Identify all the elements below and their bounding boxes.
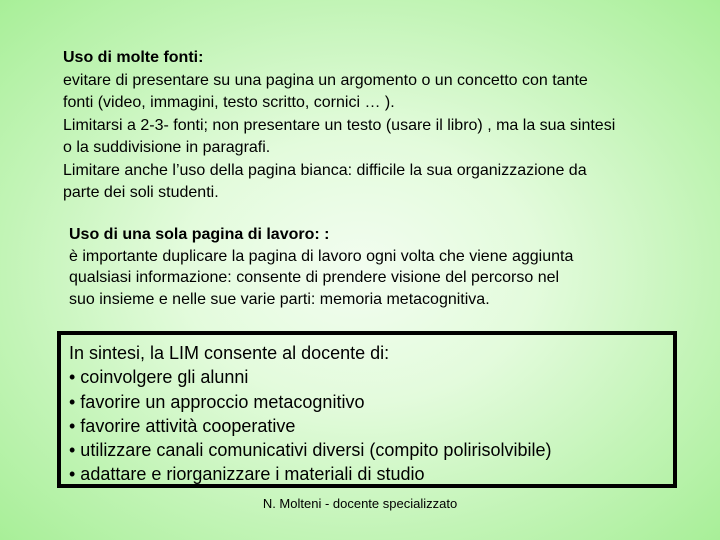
many-sources-line: Limitarsi a 2-3- fonti; non presentare un testo (usare il libro) , ma la sua sintesi bbox=[63, 116, 616, 134]
footer-author: N. Molteni - docente specializzato bbox=[262, 496, 458, 511]
summary-bullet: • favorire un approccio metacognitivo bbox=[69, 391, 365, 412]
many-sources-heading: Uso di molte fonti: bbox=[63, 49, 204, 66]
footer bbox=[0, 496, 720, 512]
many-sources-section bbox=[63, 47, 693, 205]
single-page-section bbox=[69, 224, 689, 310]
many-sources-line: Limitare anche l’uso della pagina bianca: difficile la sua organizzazione da bbox=[63, 161, 587, 179]
single-page-line: qualsiasi informazione: consente di prendere visione del percorso nel bbox=[69, 269, 560, 286]
summary-intro: In sintesi, la LIM consente al docente di: bbox=[69, 343, 390, 363]
many-sources-line: evitare di presentare su una pagina un argomento o un concetto con tante bbox=[63, 71, 588, 89]
many-sources-line: parte dei soli studenti. bbox=[63, 184, 219, 201]
many-sources-line: fonti (video, immagini, testo scritto, cornici … ). bbox=[63, 94, 395, 111]
summary-bullet: • adattare e riorganizzare i materiali di studio bbox=[69, 464, 425, 485]
summary-bullet: • favorire attività cooperative bbox=[69, 415, 296, 436]
many-sources-line: o la suddivisione in paragrafi. bbox=[63, 139, 271, 156]
single-page-line: è importante duplicare la pagina di lavoro ogni volta che viene aggiunta bbox=[69, 247, 574, 265]
summary-bullet: • utilizzare canali comunicativi diversi (compito polirisolvibile) bbox=[69, 440, 552, 461]
single-page-line: suo insieme e nelle sue varie parti: memoria metacognitiva. bbox=[69, 290, 490, 308]
single-page-heading: Uso di una sola pagina di lavoro: : bbox=[69, 226, 330, 243]
summary-bullet: • coinvolgere gli alunni bbox=[69, 367, 249, 388]
summary-box bbox=[57, 331, 677, 488]
